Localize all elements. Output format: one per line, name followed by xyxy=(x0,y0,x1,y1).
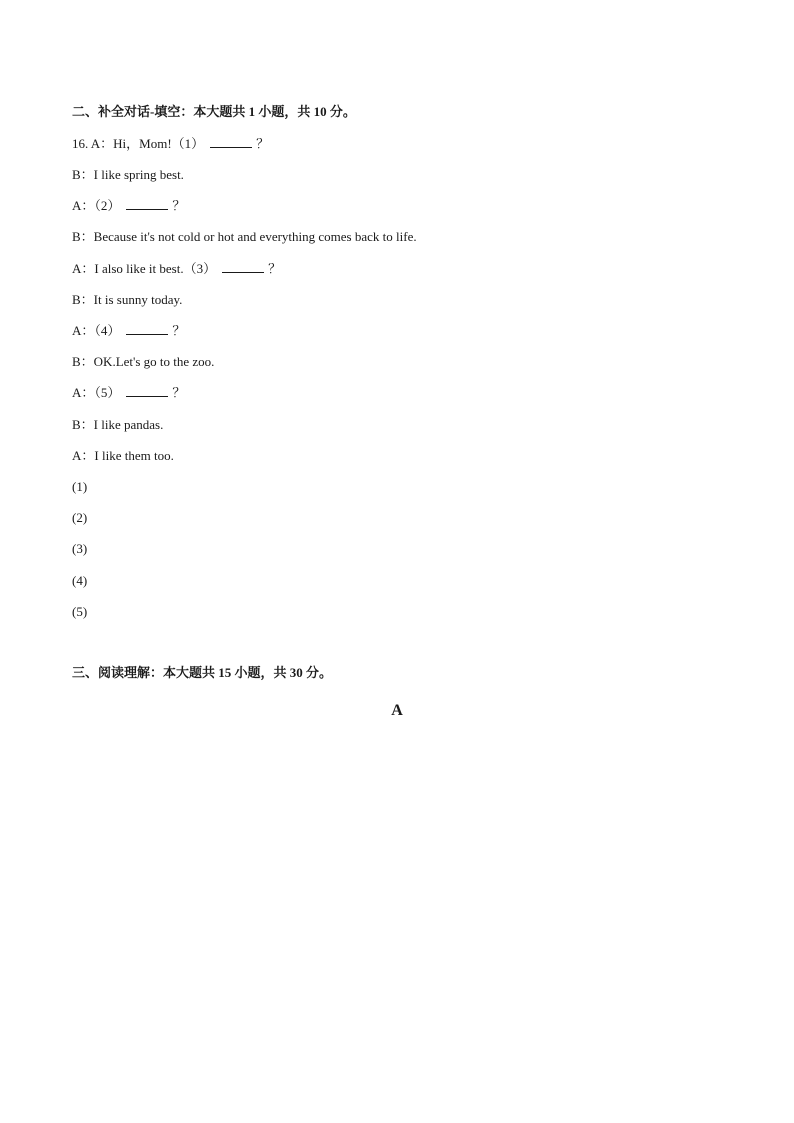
dialogue-line xyxy=(72,136,269,152)
answer-label: (5) xyxy=(72,604,88,619)
answer-blank[interactable] xyxy=(126,199,168,210)
dialogue-line xyxy=(72,229,417,245)
dialogue-text: B：Because it's not cold or hot and everything comes back to life. xyxy=(72,229,417,244)
dialogue-text: A：（2） xyxy=(72,198,121,213)
dialogue-line xyxy=(72,354,214,370)
question-mark: ？ xyxy=(172,198,186,213)
answer-blank[interactable] xyxy=(126,386,168,397)
dialogue-text: B：OK.Let's go to the zoo. xyxy=(72,354,215,369)
passage-title: A xyxy=(391,702,403,719)
dialogue-line xyxy=(72,385,185,401)
dialogue-line xyxy=(72,198,185,214)
dialogue-line xyxy=(72,448,174,464)
answer-label: (2) xyxy=(72,510,88,525)
question-mark: ？ xyxy=(172,385,186,400)
dialogue-line xyxy=(72,167,184,183)
section-3-heading: 三、阅读理解：本大题共 15 小题，共 30 分。 xyxy=(72,665,333,680)
dialogue-text: B：It is sunny today. xyxy=(72,292,183,307)
question-mark: ？ xyxy=(256,136,270,151)
answer-label: (4) xyxy=(72,573,88,588)
dialogue-text: A：I also like it best.（3） xyxy=(72,261,217,276)
answer-blank[interactable] xyxy=(210,137,252,148)
dialogue-line xyxy=(72,261,281,277)
dialogue-text: 16. A：Hi，Mom!（1） xyxy=(72,136,205,151)
section-2-heading: 二、补全对话-填空：本大题共 1 小题，共 10 分。 xyxy=(72,104,356,119)
answer-blank[interactable] xyxy=(222,262,264,273)
dialogue-text: A：（4） xyxy=(72,323,121,338)
dialogue-text: A：I like them too. xyxy=(72,448,174,463)
dialogue-text: B：I like spring best. xyxy=(72,167,184,182)
question-mark: ？ xyxy=(172,323,186,338)
question-mark: ？ xyxy=(268,261,282,276)
answer-label: (1) xyxy=(72,479,88,494)
dialogue-line xyxy=(72,323,185,339)
dialogue-line xyxy=(72,417,163,433)
dialogue-text: B：I like pandas. xyxy=(72,417,164,432)
answer-blank[interactable] xyxy=(126,324,168,335)
answer-label: (3) xyxy=(72,541,88,556)
dialogue-text: A：（5） xyxy=(72,385,121,400)
dialogue-line xyxy=(72,292,182,308)
